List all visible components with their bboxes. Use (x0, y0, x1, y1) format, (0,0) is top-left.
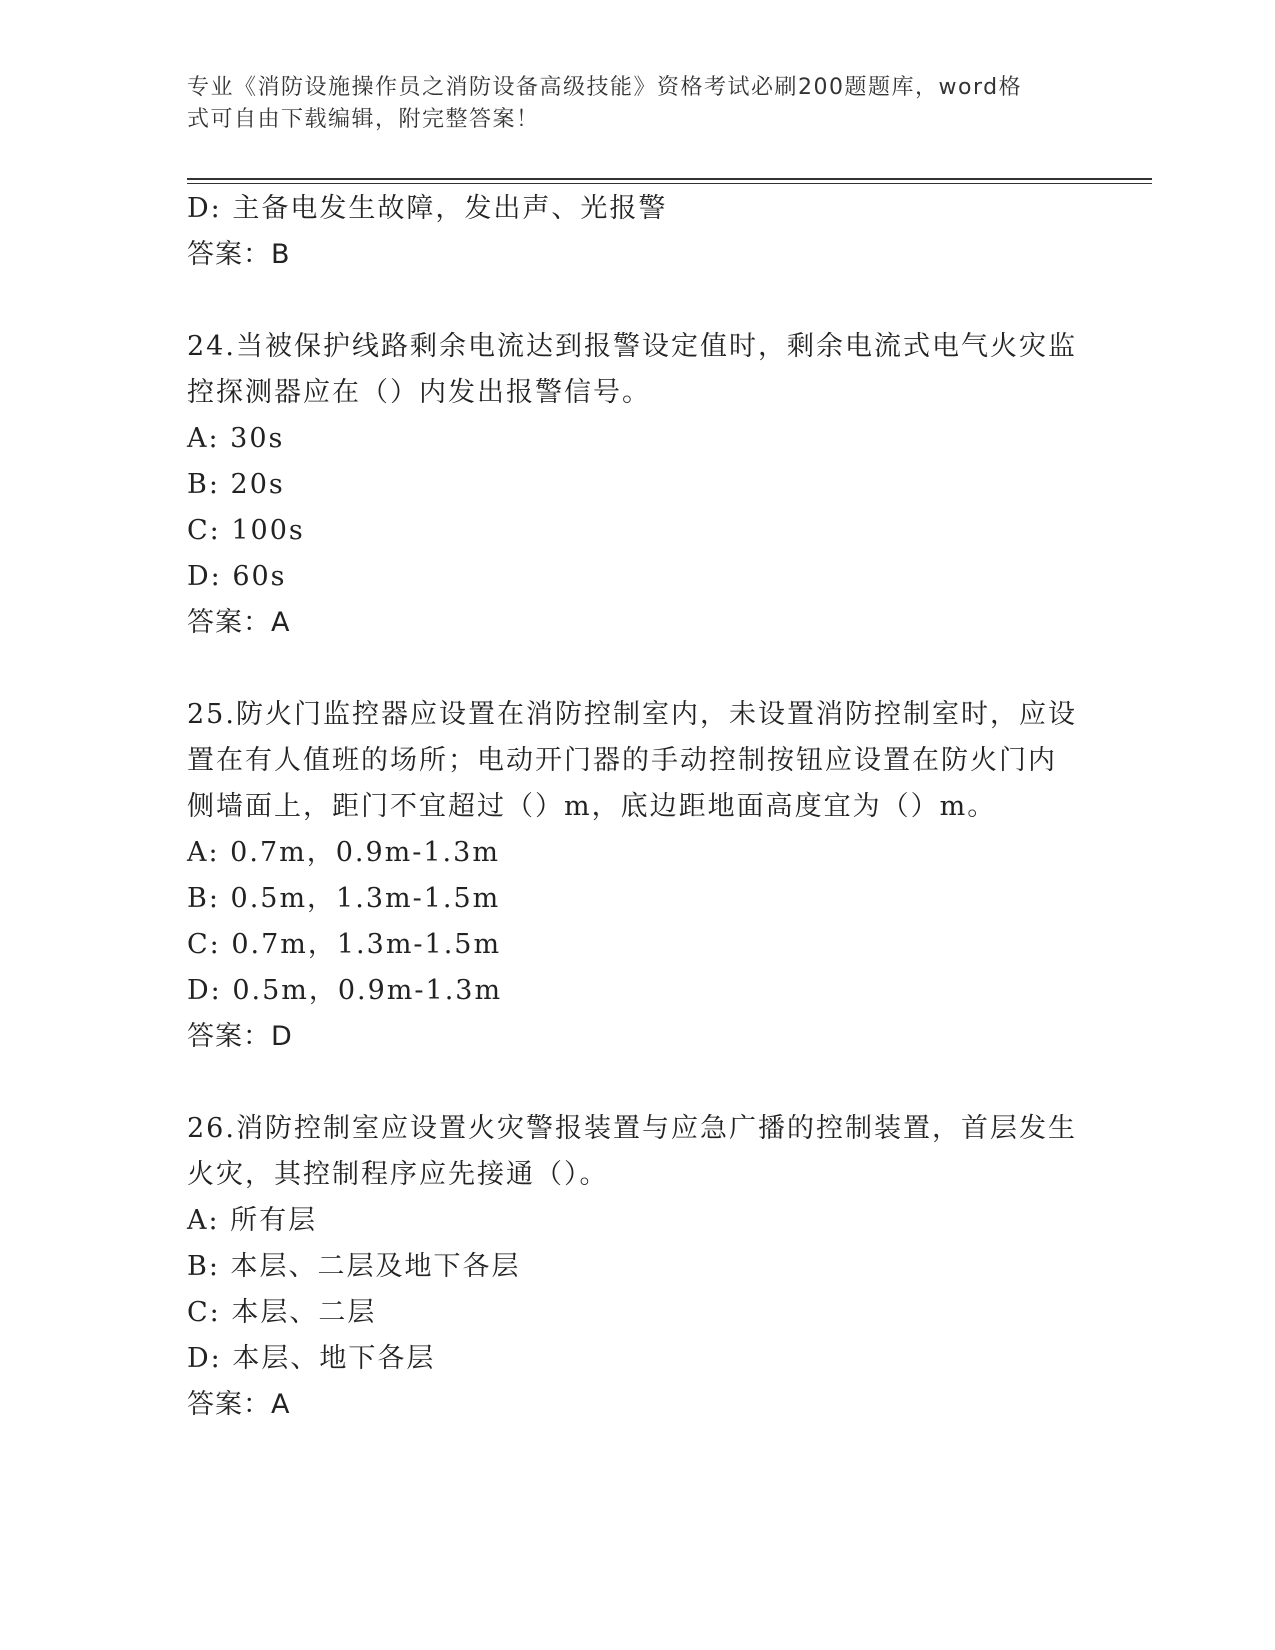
question-26 (187, 1106, 1087, 1428)
answer-line: 答案：D (187, 1021, 293, 1052)
question-stem-line: 置在有人值班的场所；电动开门器的手动控制按钮应设置在防火门内 (187, 745, 1057, 776)
option-c: C: 0.7m，1.3m-1.5m (187, 929, 502, 960)
option-c: C: 100s (187, 515, 305, 546)
answer-line: 答案：B (187, 239, 291, 270)
question-stem-line: 25.防火门监控器应设置在消防控制室内，未设置消防控制室时，应设 (187, 699, 1077, 730)
header-rule-thick (187, 178, 1152, 180)
answer-line: 答案：A (187, 607, 291, 638)
header-line-2: 式可自由下载编辑，附完整答案！ (187, 107, 540, 132)
option-b: B: 20s (187, 469, 285, 500)
option-d: D: 主备电发生故障，发出声、光报警 (187, 193, 668, 224)
prev-question-tail (187, 186, 1087, 278)
option-b: B: 本层、二层及地下各层 (187, 1251, 521, 1282)
answer-line: 答案：A (187, 1389, 291, 1420)
option-b: B: 0.5m，1.3m-1.5m (187, 883, 501, 914)
option-c: C: 本层、二层 (187, 1297, 377, 1328)
option-a: A: 30s (187, 423, 285, 454)
question-stem-line: 26.消防控制室应设置火灾警报装置与应急广播的控制装置，首层发生 (187, 1113, 1077, 1144)
question-stem-line: 24.当被保护线路剩余电流达到报警设定值时，剩余电流式电气火灾监 (187, 331, 1077, 362)
question-stem-line: 控探测器应在（）内发出报警信号。 (187, 377, 651, 408)
option-a: A: 0.7m，0.9m-1.3m (187, 837, 500, 868)
question-24 (187, 324, 1087, 646)
option-d: D: 本层、地下各层 (187, 1343, 436, 1374)
document-body (187, 186, 1087, 1428)
option-d: D: 0.5m，0.9m-1.3m (187, 975, 503, 1006)
header-rule-thin (187, 183, 1152, 184)
question-25 (187, 692, 1087, 1060)
question-stem-line: 火灾，其控制程序应先接通（）。 (187, 1159, 609, 1190)
option-a: A: 所有层 (187, 1205, 318, 1236)
page-header (187, 72, 1077, 136)
question-stem-line: 侧墙面上，距门不宜超过（）m，底边距地面高度宜为（）m。 (187, 791, 997, 822)
option-d: D: 60s (187, 561, 287, 592)
header-line-1: 专业《消防设施操作员之消防设备高级技能》资格考试必刷200题题库，word格 (187, 75, 1023, 100)
